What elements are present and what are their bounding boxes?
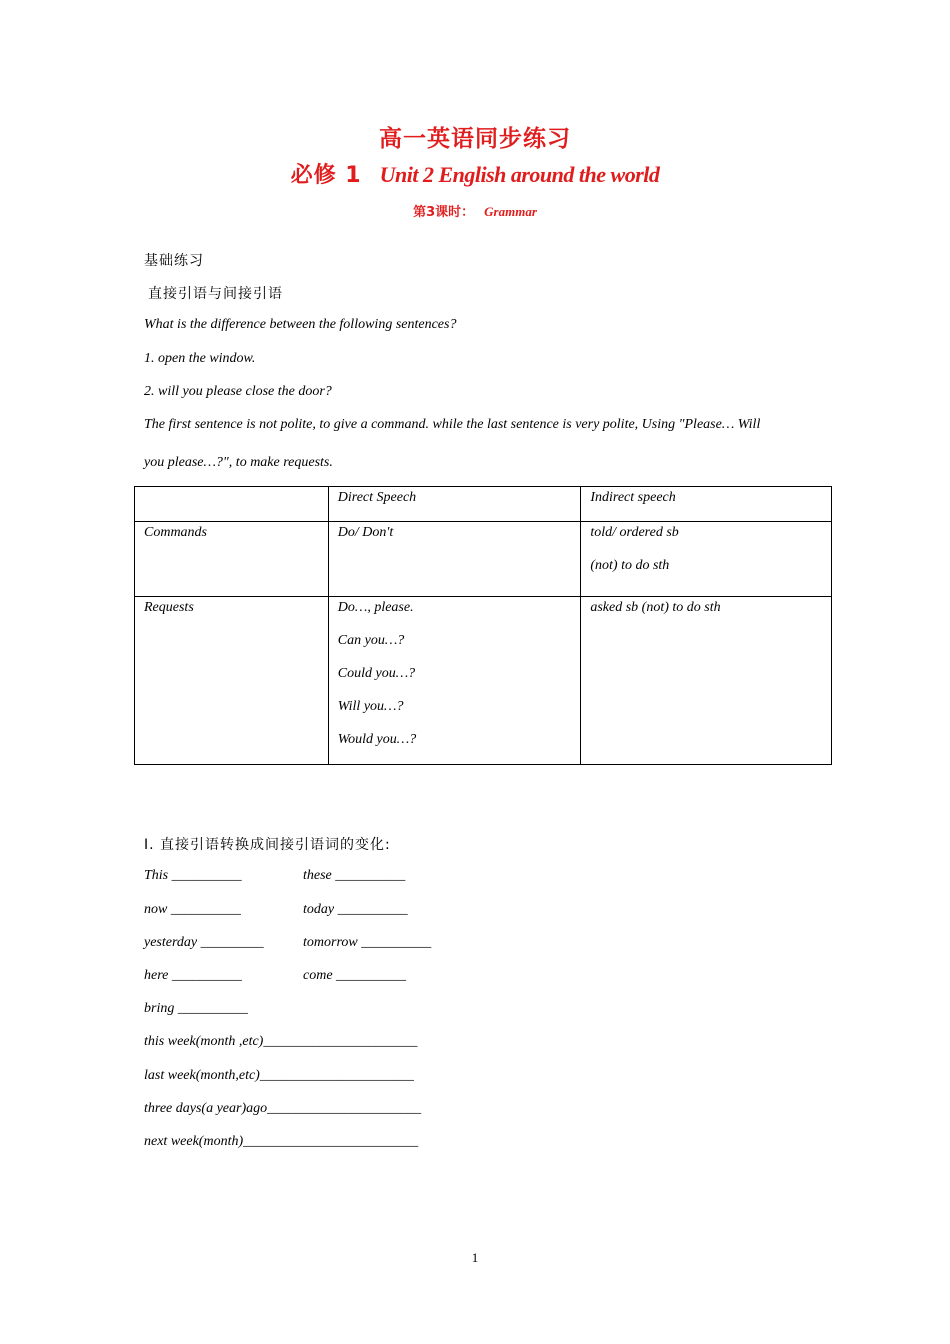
header-direct-speech: Direct Speech	[337, 490, 417, 505]
word-blank-item: this week(month ,etc)______________________	[144, 1034, 418, 1049]
word-blank-item: now __________	[144, 902, 241, 917]
topic-heading: 直接引语与间接引语	[148, 286, 283, 302]
word-blank-item: these __________	[303, 868, 406, 883]
table-cell	[135, 597, 329, 765]
table-cell	[581, 522, 832, 597]
example-sentence-1: 1. open the window.	[144, 351, 256, 366]
word-blank-item: next week(month)_________________________	[144, 1134, 419, 1149]
word-blank-item: today __________	[303, 902, 408, 917]
explanation-line-1: The first sentence is not polite, to give a command. while the last sentence is very polite, Using "Please… Will	[144, 417, 761, 432]
intro-question: What is the difference between the following sentences?	[144, 317, 457, 332]
lesson-number: 第3课时：	[413, 205, 475, 220]
section-label: 基础练习	[144, 253, 204, 269]
word-blank-item: three days(a year)ago______________________	[144, 1101, 422, 1116]
speech-comparison-table	[134, 486, 832, 765]
subtitle-unit: Unit 2 English around the world	[379, 162, 660, 187]
word-blank-item: here __________	[144, 968, 242, 983]
lesson-heading	[0, 201, 950, 220]
document-subtitle	[0, 158, 950, 189]
table-row	[135, 522, 832, 597]
word-blank-item: come __________	[303, 968, 407, 983]
explanation-line-2: you please…?", to make requests.	[144, 455, 333, 470]
word-blank-item: tomorrow __________	[303, 935, 432, 950]
requests-direct-item: Could you…?	[337, 666, 416, 681]
example-sentence-2: 2. will you please close the door?	[144, 384, 332, 399]
table-cell	[135, 522, 329, 597]
requests-direct-item: Can you…?	[337, 633, 405, 648]
commands-direct-item: Do/ Don't	[337, 525, 394, 540]
lesson-topic: Grammar	[484, 204, 537, 219]
word-blank-item: bring __________	[144, 1001, 248, 1016]
table-cell	[328, 522, 581, 597]
commands-indirect-item: told/ ordered sb	[590, 525, 679, 540]
row-label-requests: Requests	[144, 600, 194, 615]
table-cell	[328, 597, 581, 765]
subtitle-book: 必修 1	[290, 163, 362, 188]
header-indirect-speech: Indirect speech	[590, 490, 676, 505]
table-cell	[581, 597, 832, 765]
requests-indirect-item: asked sb (not) to do sth	[590, 600, 721, 615]
table-header-cell	[135, 487, 329, 522]
table-row	[135, 597, 832, 765]
table-header-cell	[581, 487, 832, 522]
row-label-commands: Commands	[144, 525, 208, 540]
commands-indirect-item: (not) to do sth	[590, 558, 670, 573]
table-header-cell	[328, 487, 581, 522]
requests-direct-item: Do…, please.	[337, 600, 414, 615]
document-title: 高一英语同步练习	[379, 126, 571, 152]
requests-direct-item: Will you…?	[337, 699, 404, 714]
word-blank-item: yesterday _________	[144, 935, 264, 950]
word-blank-item: last week(month,etc)______________________	[144, 1068, 414, 1083]
requests-direct-item: Would you…?	[337, 732, 417, 747]
exercise-heading: I. 直接引语转换成间接引语词的变化:	[144, 837, 391, 853]
word-blank-item: This __________	[144, 868, 242, 883]
page-number: 1	[471, 1250, 479, 1265]
table-header-row	[135, 487, 832, 522]
